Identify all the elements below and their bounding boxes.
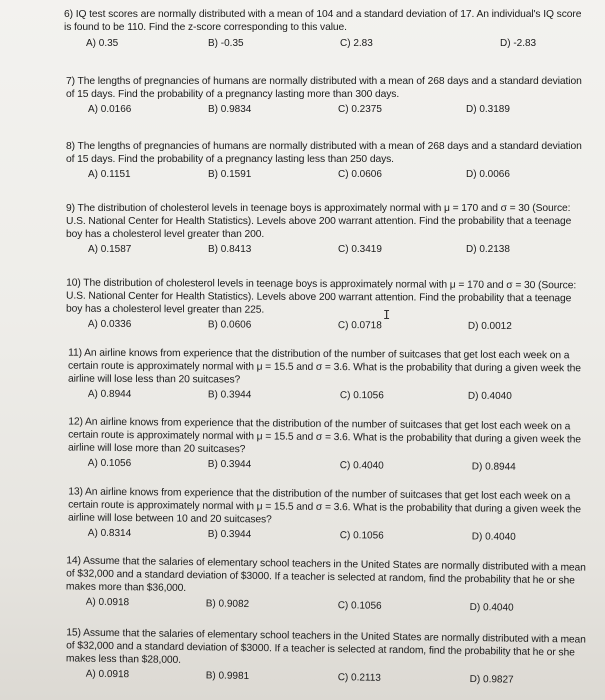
option-c: C) 0.2375	[338, 104, 382, 115]
option-a: A) 0.1587	[88, 244, 132, 255]
option-d: D) 0.4040	[471, 531, 516, 543]
answer-options	[64, 38, 584, 52]
question-text: The lengths of pregnancies of humans are normally distributed with a mean of 268 days and a standard deviation of 15 days. Find the probability of a pregnancy lasting less than 250 days.	[66, 141, 582, 165]
option-a: A) 0.0166	[88, 104, 132, 115]
option-d: D) 0.4040	[469, 602, 514, 614]
option-d: D) 0.3189	[466, 104, 510, 115]
option-a: A) 0.0918	[85, 596, 130, 609]
option-d: D) 0.8944	[471, 461, 516, 473]
option-b: B) 0.9834	[208, 104, 252, 115]
answer-options	[68, 389, 588, 406]
option-c: C) 0.0718	[337, 320, 382, 332]
answer-options	[66, 244, 586, 258]
option-b: B) 0.9082	[205, 598, 250, 610]
question-15	[66, 626, 587, 689]
text-cursor-icon: I	[383, 308, 391, 322]
option-a: A) 0.1056	[87, 457, 132, 470]
question-text: Assume that the salaries of elementary school teachers in the United States are normally distributed with a mean of $32,000 and a standard deviation of $3000. If a teacher is selected at random, find the probability that he or she makes more than $36,000.	[65, 555, 586, 595]
question-number: 8)	[66, 141, 75, 152]
option-b: B) 0.1591	[208, 169, 252, 180]
question-text: The distribution of cholesterol levels in teenage boys is approximately normal with μ = 170 and σ = 30 (Source: U.S. National Center for Health Statistics). Levels above 200 warrant attention. Find the probability that a teenage boy has a cholesterol level greater than 200.	[66, 203, 572, 240]
option-a: A) 0.8944	[87, 388, 132, 400]
option-c: C) 0.1056	[339, 530, 384, 542]
question-number: 13)	[68, 486, 83, 498]
option-b: B) -0.35	[208, 38, 244, 49]
option-c: C) 0.4040	[339, 460, 384, 472]
option-c: C) 0.3419	[338, 244, 382, 255]
question-text: IQ test scores are normally distributed with a mean of 104 and a standard deviation of 17. An individual's IQ score is found to be 110. Find the z-score corresponding to this value.	[64, 9, 582, 33]
option-b: B) 0.3944	[207, 528, 252, 541]
question-number: 12)	[68, 416, 83, 428]
answer-options	[68, 528, 588, 547]
option-d: D) 0.0066	[466, 169, 510, 180]
option-a: A) 0.35	[86, 38, 119, 49]
question-text: An airline knows from experience that the distribution of the number of suitcases that get lost each week on a certain route is approximately normal with μ = 15.5 and σ = 3.6. What is the probability that during a given week the airline will lose between 10 and 20 suitcases?	[67, 486, 581, 526]
question-9	[66, 202, 586, 258]
option-a: A) 0.0918	[85, 668, 130, 681]
question-text: The distribution of cholesterol levels in teenage boys is approximately normal with μ = 170 and σ = 30 (Source: U.S. National Center for Health Statistics). Levels above 200 warrant attention. Find the probability that a teenage boy has a cholesterol level greater than 225.	[65, 277, 577, 316]
answer-options	[66, 319, 586, 336]
question-text: Assume that the salaries of elementary school teachers in the United States are normally distributed with a mean of $32,000 and a standard deviation of $3000. If a teacher is selected at random, find the probability that he or she makes less than $28,000.	[65, 627, 586, 666]
option-c: C) 2.83	[340, 38, 373, 49]
question-text: The lengths of pregnancies of humans are normally distributed with a mean of 268 days and a standard deviation of 15 days. Find the probability of a pregnancy lasting more than 300 days.	[66, 76, 582, 100]
question-12	[68, 416, 589, 477]
option-a: A) 0.8314	[87, 527, 132, 540]
option-c: C) 0.1056	[339, 390, 384, 402]
question-number: 14)	[66, 555, 81, 567]
option-b: B) 0.0606	[207, 319, 252, 331]
question-number: 10)	[66, 277, 81, 289]
answer-options	[66, 104, 586, 118]
question-text: An airline knows from experience that the distribution of the number of suitcases that get lost each week on a certain route is approximately normal with μ = 15.5 and σ = 3.6. What is the probability that during a given week the airline will lose less than 20 suitcases?	[67, 347, 581, 386]
option-a: A) 0.1151	[88, 169, 131, 180]
option-d: D) 0.0012	[467, 320, 512, 332]
question-number: 7)	[66, 76, 75, 87]
option-a: A) 0.0336	[87, 318, 132, 330]
question-text: An airline knows from experience that the distribution of the number of suitcases that get lost each week on a certain route is approximately normal with μ = 15.5 and σ = 3.6. What is the probability that during a given week the airline will lose more than 20 suitcases?	[67, 416, 581, 456]
option-c: C) 0.1056	[337, 600, 382, 612]
option-b: B) 0.9981	[205, 670, 250, 682]
question-14	[66, 554, 587, 617]
answer-options	[68, 458, 588, 477]
option-c: C) 0.0606	[338, 169, 382, 180]
question-8	[66, 140, 586, 183]
option-d: D) 0.2138	[466, 244, 510, 255]
option-b: B) 0.3944	[207, 458, 252, 471]
option-b: B) 0.8413	[208, 244, 252, 255]
option-d: D) -2.83	[500, 38, 537, 49]
question-13	[68, 486, 589, 547]
option-d: D) 0.4040	[467, 390, 512, 402]
question-number: 9)	[66, 203, 75, 214]
question-6	[64, 8, 584, 52]
option-c: C) 0.2113	[337, 672, 381, 684]
option-b: B) 0.3944	[207, 389, 252, 401]
question-10	[66, 277, 586, 336]
question-number: 15)	[66, 627, 81, 639]
option-d: D) 0.9827	[469, 674, 514, 686]
question-number: 11)	[68, 347, 82, 359]
question-number: 6)	[64, 9, 73, 20]
question-7	[66, 75, 586, 118]
answer-options	[66, 169, 586, 183]
question-11	[68, 347, 588, 406]
